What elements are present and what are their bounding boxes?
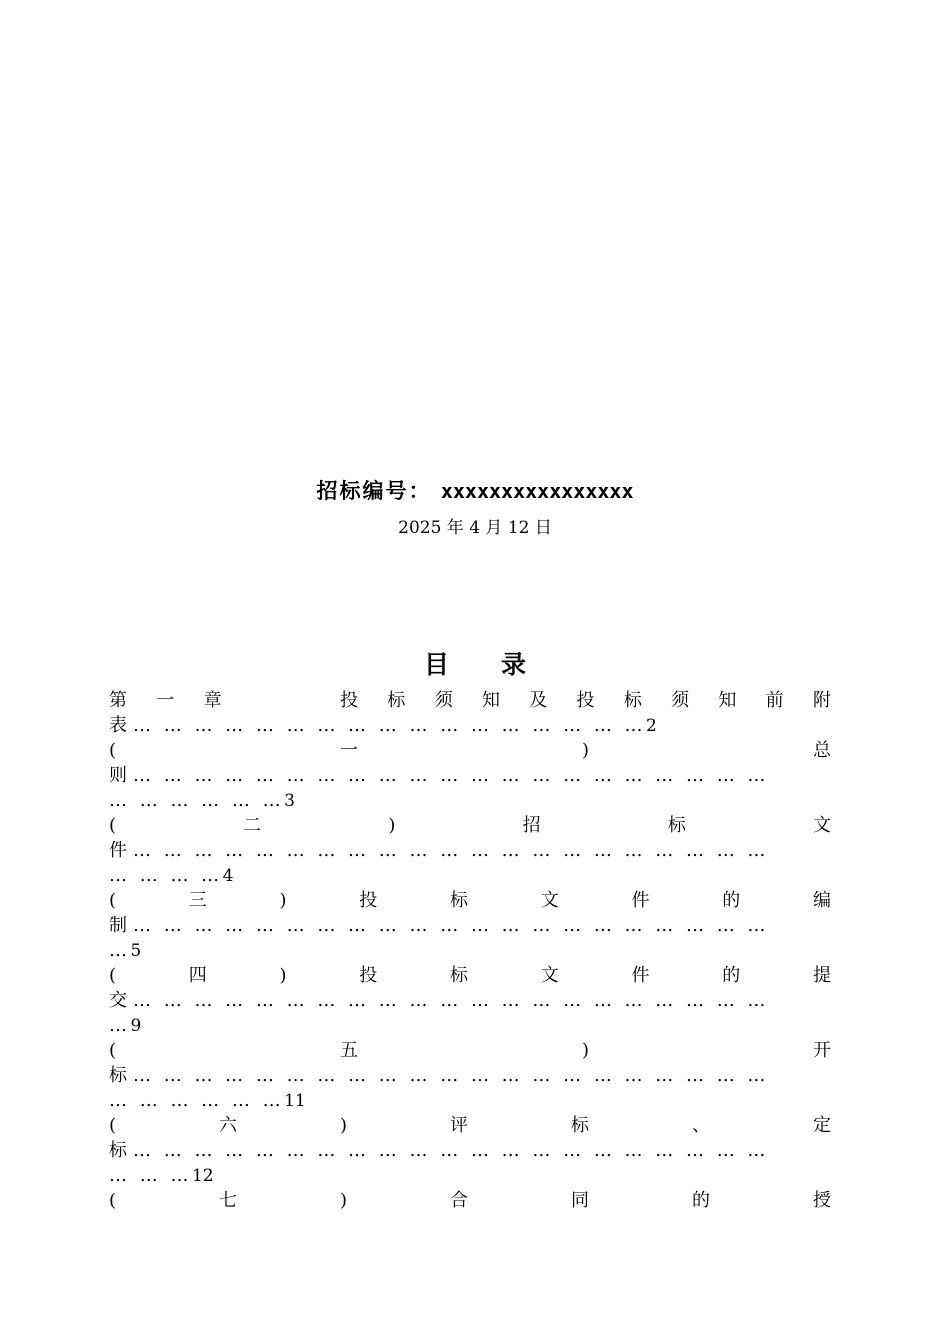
toc-entry[interactable] bbox=[109, 813, 831, 888]
toc-page-number: 11 bbox=[284, 1091, 306, 1111]
toc-entry-leader-line bbox=[109, 938, 831, 963]
toc-entry-title-char: 六 bbox=[219, 1115, 238, 1136]
toc-entry-title-char: 第 bbox=[109, 690, 127, 711]
toc-entry-title-char: 标 bbox=[623, 690, 642, 711]
toc-entry-leader-line bbox=[109, 713, 831, 738]
toc-entry-title-char: 编 bbox=[812, 890, 831, 911]
toc-dot-leader: … … … … … … … … … … … … … … … … … … … … … bbox=[133, 990, 769, 1011]
toc-title bbox=[0, 645, 950, 685]
toc-entry-title-char: 五 bbox=[340, 1040, 358, 1061]
bid-number-label: 招标编号： bbox=[316, 478, 432, 503]
toc-entry-title-char bbox=[251, 688, 311, 713]
toc-entry-title-char: 七 bbox=[219, 1190, 238, 1211]
toc-entry-title-char: 投 bbox=[359, 890, 378, 911]
toc-dot-leader: … … … … … … … … … … … … … … … … … bbox=[133, 715, 647, 736]
toc-entry[interactable] bbox=[109, 888, 831, 963]
toc-page-number: 3 bbox=[284, 791, 295, 811]
toc-entry-title-char: 总 bbox=[812, 740, 831, 761]
toc-entry-title-char: ( bbox=[109, 740, 117, 761]
toc-entry-title-char: 文 bbox=[540, 890, 559, 911]
toc-entry-title-char: 须 bbox=[434, 690, 453, 711]
toc-entry-leader-line bbox=[109, 763, 831, 788]
toc-entry-title-char: 投 bbox=[340, 690, 359, 711]
toc-entry-title-char: 件 bbox=[109, 840, 127, 861]
toc-entry-title-line bbox=[109, 1188, 831, 1213]
toc-entry-title-char: 附 bbox=[812, 690, 831, 711]
toc-entry-title-char: 投 bbox=[576, 690, 595, 711]
toc-entry-title-char: 三 bbox=[188, 890, 207, 911]
toc-entry-title-char: 一 bbox=[340, 740, 358, 761]
toc-entry-title-char: ) bbox=[340, 1190, 348, 1211]
toc-entry-title-char: ) bbox=[581, 1040, 589, 1061]
toc-entry-title-char: 文 bbox=[813, 815, 831, 836]
toc-entry-title-char: 授 bbox=[812, 1190, 831, 1211]
toc-entry-title-char: ) bbox=[388, 815, 396, 836]
toc-entry-title-char: 招 bbox=[522, 815, 541, 836]
toc-entry-title-char: ( bbox=[109, 815, 117, 836]
toc-entry-title-char: ) bbox=[340, 1115, 348, 1136]
toc-entry-title-char: 件 bbox=[631, 965, 650, 986]
bid-number bbox=[0, 476, 950, 506]
toc-entry-title-char: 、 bbox=[691, 1115, 710, 1136]
toc-entry-leader-line bbox=[109, 838, 831, 863]
toc-dot-leader: … … … … … … bbox=[109, 790, 285, 811]
toc-entry[interactable] bbox=[109, 688, 831, 738]
toc-entry-title-char: 同 bbox=[571, 1190, 589, 1211]
table-of-contents bbox=[109, 688, 831, 1213]
toc-entry-title-char: 二 bbox=[243, 815, 262, 836]
toc-dot-leader: … bbox=[109, 940, 131, 961]
toc-dot-leader: … … … … … … … … … … … … … … … … … … … … … bbox=[133, 840, 769, 861]
toc-entry-title-char: ( bbox=[109, 1115, 117, 1136]
toc-entry-title-char: ( bbox=[109, 1190, 117, 1211]
toc-entry-title-line bbox=[109, 813, 831, 838]
toc-entry-title-line bbox=[109, 963, 831, 988]
bid-number-value: xxxxxxxxxxxxxxxx bbox=[440, 479, 634, 503]
toc-entry-title-char: 的 bbox=[722, 965, 741, 986]
toc-dot-leader: … … … … … … bbox=[109, 1090, 285, 1111]
toc-entry-title-char: 合 bbox=[450, 1190, 469, 1211]
toc-entry-leader-line bbox=[109, 863, 831, 888]
toc-entry-title-char: 标 bbox=[450, 965, 468, 986]
toc-entry-title-char: 的 bbox=[691, 1190, 710, 1211]
toc-entry-title-char: 知 bbox=[481, 690, 500, 711]
toc-dot-leader: … … … … bbox=[109, 865, 223, 886]
toc-entry-title-char: ) bbox=[279, 890, 287, 911]
toc-entry[interactable] bbox=[109, 1038, 831, 1113]
toc-entry-leader-line bbox=[109, 1063, 831, 1088]
toc-entry-title-char: 一 bbox=[156, 690, 175, 711]
toc-page-number: 5 bbox=[130, 941, 142, 961]
toc-entry-title-char: 则 bbox=[109, 765, 127, 786]
toc-dot-leader: … … … … … … … … … … … … … … … … … … … … … bbox=[133, 765, 769, 786]
toc-dot-leader: … … … … … … … … … … … … … … … … … … … … … bbox=[133, 1065, 769, 1086]
toc-entry-title-char: 制 bbox=[109, 915, 127, 936]
toc-entry-title-char: 知 bbox=[718, 690, 737, 711]
toc-entry[interactable] bbox=[109, 963, 831, 1038]
toc-dot-leader: … … … … … … … … … … … … … … … … … … … … … bbox=[133, 915, 769, 936]
toc-page-number: 12 bbox=[191, 1166, 214, 1186]
toc-entry-title-line bbox=[109, 888, 831, 913]
toc-entry-title-char: 标 bbox=[109, 1065, 127, 1086]
toc-entry-title-char: 标 bbox=[571, 1115, 589, 1136]
toc-entry-title-char: 投 bbox=[359, 965, 378, 986]
toc-entry-title-char: ) bbox=[279, 965, 287, 986]
toc-entry-title-char: 文 bbox=[540, 965, 559, 986]
toc-entry-title-char: ( bbox=[109, 965, 117, 986]
toc-title-char: 目 bbox=[423, 650, 449, 679]
toc-entry[interactable] bbox=[109, 738, 831, 813]
toc-entry-title-char: ( bbox=[109, 1040, 117, 1061]
toc-entry-title-line bbox=[109, 688, 831, 713]
toc-entry-leader-line bbox=[109, 1013, 831, 1038]
toc-entry-title-char: 交 bbox=[109, 990, 127, 1011]
toc-dot-leader: … … … bbox=[109, 1165, 192, 1186]
toc-entry-title-char: 评 bbox=[450, 1115, 469, 1136]
toc-entry-title-char: 章 bbox=[203, 690, 222, 711]
toc-page-number: 9 bbox=[130, 1016, 142, 1036]
toc-entry-title-char: 标 bbox=[450, 890, 468, 911]
toc-entry-title-char: 标 bbox=[387, 690, 406, 711]
toc-dot-leader: … … … … … … … … … … … … … … … … … … … … … bbox=[133, 1140, 769, 1161]
toc-entry-title-char: ) bbox=[581, 740, 589, 761]
toc-title-char: 录 bbox=[501, 650, 527, 679]
toc-entry-title-line bbox=[109, 738, 831, 763]
toc-entry-title-char: 及 bbox=[529, 690, 548, 711]
toc-entry-leader-line bbox=[109, 988, 831, 1013]
toc-entry-title-char: ( bbox=[109, 890, 117, 911]
toc-entry-title-char: 须 bbox=[671, 690, 690, 711]
toc-entry-leader-line bbox=[109, 1138, 831, 1163]
toc-entry-title-char: 定 bbox=[812, 1115, 831, 1136]
toc-entry-title-char: 的 bbox=[722, 890, 741, 911]
toc-entry-title-char: 前 bbox=[765, 690, 784, 711]
toc-entry-title-char: 标 bbox=[667, 815, 686, 836]
toc-entry-leader-line bbox=[109, 913, 831, 938]
toc-entry-title-line bbox=[109, 1038, 831, 1063]
toc-entry-title-char: 件 bbox=[631, 890, 650, 911]
issue-date: 2025 年 4 月 12 日 bbox=[398, 518, 552, 538]
toc-entry-title-char: 表 bbox=[109, 715, 127, 736]
toc-entry-leader-line bbox=[109, 1088, 831, 1113]
toc-entry-leader-line bbox=[109, 788, 831, 813]
toc-entry-title-line bbox=[109, 1113, 831, 1138]
toc-entry[interactable] bbox=[109, 1188, 831, 1213]
toc-entry[interactable] bbox=[109, 1113, 831, 1188]
toc-entry-title-char: 四 bbox=[188, 965, 207, 986]
toc-entry-leader-line bbox=[109, 1163, 831, 1188]
toc-entry-title-char: 提 bbox=[812, 965, 831, 986]
toc-entry-title-char: 标 bbox=[109, 1140, 127, 1161]
toc-page-number: 2 bbox=[646, 716, 657, 736]
toc-dot-leader: … bbox=[109, 1015, 131, 1036]
toc-page-number: 4 bbox=[222, 866, 234, 886]
toc-entry-title-char: 开 bbox=[812, 1040, 831, 1061]
